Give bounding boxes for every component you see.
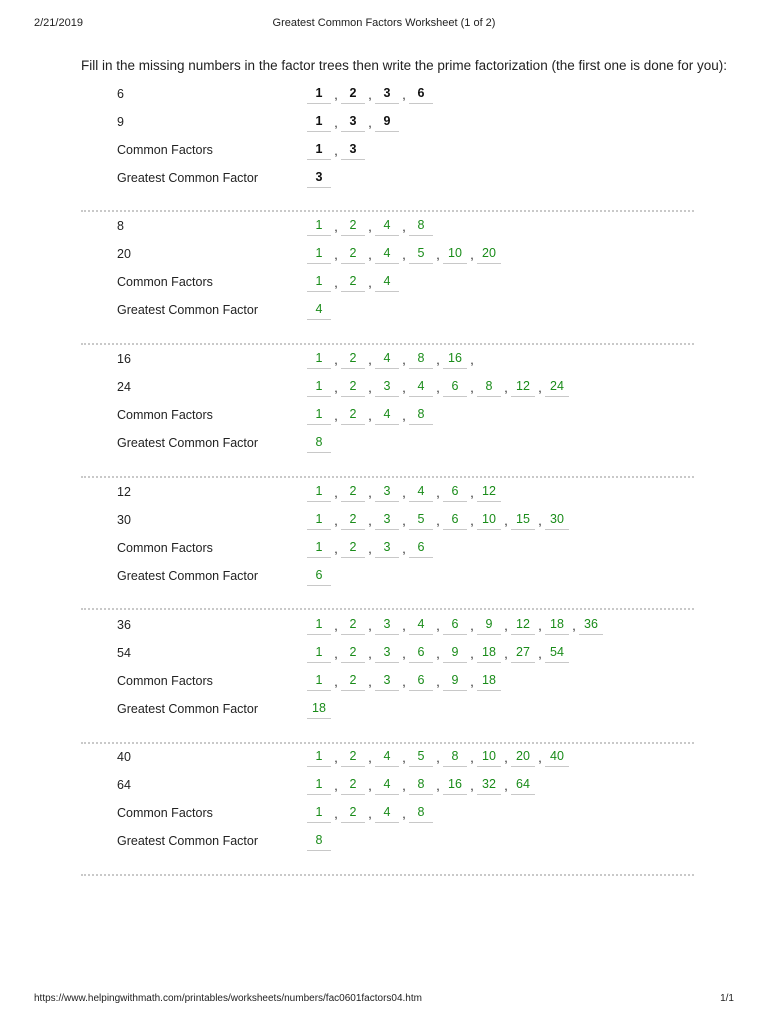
factor-answer-field[interactable]: 6 — [443, 511, 467, 530]
comma-separator: , — [334, 409, 338, 423]
factor-answer-field[interactable]: 16 — [443, 776, 467, 795]
comma-separator: , — [402, 353, 406, 367]
factor-answer-field[interactable]: 5 — [409, 245, 433, 264]
row-label: 16 — [117, 352, 131, 366]
comma-separator: , — [368, 116, 372, 130]
factor-answer-field[interactable]: 12 — [477, 483, 501, 502]
problem-row — [0, 141, 768, 163]
factor-answer-field[interactable]: 2 — [341, 804, 365, 823]
comma-separator: , — [538, 751, 542, 765]
comma-separator: , — [402, 220, 406, 234]
comma-separator: , — [572, 619, 576, 633]
comma-separator: , — [470, 647, 474, 661]
factor-answer-field[interactable]: 2 — [341, 378, 365, 397]
factor-answer-field[interactable]: 8 — [409, 776, 433, 795]
factor-answer-field[interactable]: 10 — [443, 245, 467, 264]
row-label: 24 — [117, 380, 131, 394]
factor-answer-field[interactable]: 9 — [375, 113, 399, 132]
factor-answer-field[interactable]: 1 — [307, 141, 331, 160]
factor-list — [307, 672, 501, 691]
factor-answer-field[interactable]: 6 — [307, 567, 331, 586]
factor-list — [307, 832, 331, 851]
factor-list — [307, 644, 569, 663]
factor-answer-field[interactable]: 1 — [307, 378, 331, 397]
factor-list — [307, 301, 331, 320]
row-label: Common Factors — [117, 806, 213, 820]
row-label: Common Factors — [117, 143, 213, 157]
print-date: 2/21/2019 — [34, 17, 83, 29]
row-label: 40 — [117, 750, 131, 764]
comma-separator: , — [334, 88, 338, 102]
factor-answer-field[interactable]: 15 — [511, 511, 535, 530]
factor-answer-field[interactable]: 8 — [409, 406, 433, 425]
factor-list — [307, 378, 569, 397]
comma-separator: , — [504, 619, 508, 633]
comma-separator: , — [436, 675, 440, 689]
comma-separator: , — [436, 381, 440, 395]
comma-separator: , — [436, 353, 440, 367]
factor-answer-field[interactable]: 18 — [477, 672, 501, 691]
factor-list — [307, 700, 331, 719]
comma-separator: , — [538, 514, 542, 528]
dotted-divider — [81, 476, 694, 478]
problem-row — [0, 748, 768, 770]
comma-separator: , — [334, 276, 338, 290]
dotted-divider — [81, 608, 694, 610]
comma-separator: , — [538, 381, 542, 395]
factor-answer-field[interactable]: 1 — [307, 672, 331, 691]
comma-separator: , — [504, 514, 508, 528]
factor-answer-field[interactable]: 6 — [443, 378, 467, 397]
factor-answer-field[interactable]: 18 — [477, 644, 501, 663]
row-label: 12 — [117, 485, 131, 499]
source-url: https://www.helpingwithmath.com/printables/worksheets/numbers/fac0601factors04.htm — [34, 993, 422, 1004]
comma-separator: , — [368, 486, 372, 500]
factor-answer-field[interactable]: 1 — [307, 350, 331, 369]
instructions: Fill in the missing numbers in the factor trees then write the prime factorization (the first one is done for you): — [81, 58, 728, 73]
comma-separator: , — [402, 514, 406, 528]
factor-list — [307, 85, 433, 104]
comma-separator: , — [334, 751, 338, 765]
factor-answer-field[interactable]: 9 — [443, 672, 467, 691]
factor-answer-field[interactable]: 4 — [375, 245, 399, 264]
factor-answer-field[interactable]: 3 — [375, 539, 399, 558]
comma-separator: , — [334, 514, 338, 528]
comma-separator: , — [368, 409, 372, 423]
comma-separator: , — [368, 381, 372, 395]
comma-separator: , — [334, 353, 338, 367]
comma-separator: , — [402, 619, 406, 633]
factor-answer-field[interactable]: 18 — [545, 616, 569, 635]
factor-answer-field[interactable]: 4 — [375, 406, 399, 425]
problem-row — [0, 804, 768, 826]
factor-answer-field[interactable]: 8 — [409, 804, 433, 823]
factor-answer-field[interactable]: 6 — [409, 539, 433, 558]
comma-separator: , — [334, 144, 338, 158]
factor-list — [307, 406, 433, 425]
factor-answer-field[interactable]: 1 — [307, 644, 331, 663]
comma-separator: , — [334, 381, 338, 395]
dotted-divider — [81, 874, 694, 876]
factor-answer-field[interactable]: 3 — [307, 169, 331, 188]
factor-answer-field[interactable]: 12 — [511, 616, 535, 635]
factor-answer-field[interactable]: 1 — [307, 539, 331, 558]
comma-separator: , — [334, 675, 338, 689]
factor-list — [307, 113, 399, 132]
factor-answer-field[interactable]: 10 — [477, 748, 501, 767]
problem-row — [0, 644, 768, 666]
comma-separator: , — [334, 116, 338, 130]
problem-row — [0, 169, 768, 191]
factor-answer-field[interactable]: 3 — [375, 483, 399, 502]
factor-list — [307, 350, 477, 369]
row-label: Greatest Common Factor — [117, 702, 259, 716]
problem-row — [0, 273, 768, 295]
factor-answer-field[interactable]: 3 — [375, 616, 399, 635]
comma-separator: , — [368, 619, 372, 633]
comma-separator: , — [334, 807, 338, 821]
factor-answer-field[interactable]: 2 — [341, 483, 365, 502]
problem-row — [0, 832, 768, 854]
comma-separator: , — [334, 542, 338, 556]
problem-row — [0, 350, 768, 372]
comma-separator: , — [470, 751, 474, 765]
row-label: Greatest Common Factor — [117, 436, 259, 450]
factor-answer-field[interactable]: 1 — [307, 406, 331, 425]
problem-row — [0, 539, 768, 561]
factor-answer-field[interactable]: 8 — [409, 350, 433, 369]
factor-list — [307, 217, 433, 236]
factor-answer-field[interactable]: 4 — [375, 350, 399, 369]
row-label: Common Factors — [117, 541, 213, 555]
comma-separator: , — [402, 88, 406, 102]
factor-answer-field[interactable]: 8 — [477, 378, 501, 397]
factor-answer-field[interactable]: 2 — [341, 245, 365, 264]
factor-answer-field[interactable]: 40 — [545, 748, 569, 767]
problem-row — [0, 700, 768, 722]
factor-answer-field[interactable]: 4 — [375, 748, 399, 767]
factor-answer-field[interactable]: 1 — [307, 776, 331, 795]
row-label: 6 — [117, 87, 124, 101]
factor-answer-field[interactable]: 9 — [443, 644, 467, 663]
factor-answer-field[interactable]: 6 — [443, 483, 467, 502]
comma-separator: , — [436, 751, 440, 765]
dotted-divider — [81, 742, 694, 744]
factor-answer-field[interactable]: 16 — [443, 350, 467, 369]
row-label: Greatest Common Factor — [117, 171, 259, 185]
factor-answer-field[interactable]: 1 — [307, 804, 331, 823]
comma-separator: , — [334, 220, 338, 234]
comma-separator: , — [402, 751, 406, 765]
problem-row — [0, 434, 768, 456]
factor-answer-field[interactable]: 3 — [375, 672, 399, 691]
comma-separator: , — [368, 88, 372, 102]
comma-separator: , — [504, 647, 508, 661]
factor-answer-field[interactable]: 4 — [307, 301, 331, 320]
comma-separator: , — [368, 751, 372, 765]
row-label: 36 — [117, 618, 131, 632]
factor-answer-field[interactable]: 12 — [511, 378, 535, 397]
factor-answer-field[interactable]: 20 — [511, 748, 535, 767]
factor-answer-field[interactable]: 30 — [545, 511, 569, 530]
problem-row — [0, 567, 768, 589]
comma-separator: , — [402, 381, 406, 395]
factor-answer-field[interactable]: 1 — [307, 748, 331, 767]
comma-separator: , — [470, 779, 474, 793]
comma-separator: , — [402, 675, 406, 689]
factor-answer-field[interactable]: 2 — [341, 350, 365, 369]
problem-row — [0, 113, 768, 135]
page-title: Greatest Common Factors Worksheet (1 of 2) — [272, 17, 496, 29]
comma-separator: , — [436, 514, 440, 528]
row-label: Greatest Common Factor — [117, 569, 259, 583]
factor-answer-field[interactable]: 2 — [341, 748, 365, 767]
factor-answer-field[interactable]: 1 — [307, 483, 331, 502]
factor-answer-field[interactable]: 4 — [409, 378, 433, 397]
comma-separator: , — [470, 486, 474, 500]
factor-list — [307, 245, 501, 264]
factor-answer-field[interactable]: 2 — [341, 217, 365, 236]
comma-separator: , — [402, 779, 406, 793]
problem-row — [0, 672, 768, 694]
factor-answer-field[interactable]: 9 — [477, 616, 501, 635]
comma-separator: , — [402, 807, 406, 821]
problem-row — [0, 245, 768, 267]
factor-answer-field[interactable]: 1 — [307, 85, 331, 104]
factor-answer-field[interactable]: 24 — [545, 378, 569, 397]
comma-separator: , — [470, 675, 474, 689]
row-label: Greatest Common Factor — [117, 303, 259, 317]
comma-separator: , — [334, 486, 338, 500]
comma-separator: , — [368, 807, 372, 821]
factor-answer-field[interactable]: 3 — [375, 644, 399, 663]
comma-separator: , — [334, 248, 338, 262]
factor-list — [307, 483, 501, 502]
row-label: 9 — [117, 115, 124, 129]
problem-row — [0, 483, 768, 505]
factor-list — [307, 567, 331, 586]
factor-answer-field[interactable]: 64 — [511, 776, 535, 795]
factor-answer-field[interactable]: 1 — [307, 113, 331, 132]
factor-answer-field[interactable]: 8 — [307, 434, 331, 453]
factor-answer-field[interactable]: 2 — [341, 539, 365, 558]
factor-answer-field[interactable]: 6 — [409, 644, 433, 663]
row-label: 54 — [117, 646, 131, 660]
factor-list — [307, 748, 569, 767]
factor-answer-field[interactable]: 2 — [341, 672, 365, 691]
factor-answer-field[interactable]: 2 — [341, 85, 365, 104]
factor-answer-field[interactable]: 4 — [409, 616, 433, 635]
factor-list — [307, 434, 331, 453]
factor-answer-field[interactable]: 5 — [409, 748, 433, 767]
factor-answer-field[interactable]: 2 — [341, 511, 365, 530]
factor-list — [307, 169, 331, 188]
factor-answer-field[interactable]: 3 — [375, 511, 399, 530]
factor-answer-field[interactable]: 2 — [341, 644, 365, 663]
comma-separator: , — [368, 514, 372, 528]
factor-list — [307, 804, 433, 823]
factor-answer-field[interactable]: 2 — [341, 776, 365, 795]
comma-separator: , — [402, 647, 406, 661]
factor-answer-field[interactable]: 8 — [443, 748, 467, 767]
factor-answer-field[interactable]: 54 — [545, 644, 569, 663]
comma-separator: , — [436, 779, 440, 793]
row-label: Common Factors — [117, 674, 213, 688]
factor-answer-field[interactable]: 3 — [341, 113, 365, 132]
problem-row — [0, 406, 768, 428]
factor-answer-field[interactable]: 6 — [409, 672, 433, 691]
factor-list — [307, 616, 603, 635]
factor-answer-field[interactable]: 1 — [307, 217, 331, 236]
comma-separator: , — [538, 647, 542, 661]
row-label: Common Factors — [117, 408, 213, 422]
dotted-divider — [81, 210, 694, 212]
row-label: 20 — [117, 247, 131, 261]
row-label: Common Factors — [117, 275, 213, 289]
problem-row — [0, 776, 768, 798]
comma-separator: , — [402, 409, 406, 423]
comma-separator: , — [402, 486, 406, 500]
factor-answer-field[interactable]: 1 — [307, 511, 331, 530]
comma-separator: , — [470, 619, 474, 633]
comma-separator: , — [368, 276, 372, 290]
comma-separator: , — [334, 779, 338, 793]
comma-separator: , — [470, 248, 474, 262]
comma-separator: , — [504, 779, 508, 793]
trailing-comma: , — [470, 353, 474, 367]
factor-answer-field[interactable]: 2 — [341, 616, 365, 635]
row-label: Greatest Common Factor — [117, 834, 259, 848]
factor-answer-field[interactable]: 2 — [341, 406, 365, 425]
factor-answer-field[interactable]: 6 — [443, 616, 467, 635]
comma-separator: , — [436, 248, 440, 262]
row-label: 30 — [117, 513, 131, 527]
comma-separator: , — [368, 647, 372, 661]
comma-separator: , — [368, 220, 372, 234]
comma-separator: , — [504, 381, 508, 395]
factor-answer-field[interactable]: 36 — [579, 616, 603, 635]
problem-row — [0, 217, 768, 239]
row-label: 8 — [117, 219, 124, 233]
factor-answer-field[interactable]: 2 — [341, 273, 365, 292]
comma-separator: , — [368, 542, 372, 556]
factor-answer-field[interactable]: 4 — [375, 217, 399, 236]
factor-answer-field[interactable]: 6 — [409, 85, 433, 104]
factor-answer-field[interactable]: 5 — [409, 511, 433, 530]
factor-answer-field[interactable]: 8 — [409, 217, 433, 236]
factor-list — [307, 539, 433, 558]
factor-answer-field[interactable]: 8 — [307, 832, 331, 851]
problem-row — [0, 511, 768, 533]
factor-answer-field[interactable]: 10 — [477, 511, 501, 530]
comma-separator: , — [504, 751, 508, 765]
comma-separator: , — [368, 248, 372, 262]
factor-answer-field[interactable]: 27 — [511, 644, 535, 663]
comma-separator: , — [470, 514, 474, 528]
comma-separator: , — [402, 542, 406, 556]
factor-list — [307, 776, 535, 795]
comma-separator: , — [334, 647, 338, 661]
factor-list — [307, 511, 569, 530]
factor-answer-field[interactable]: 4 — [409, 483, 433, 502]
dotted-divider — [81, 343, 694, 345]
comma-separator: , — [402, 248, 406, 262]
problem-row — [0, 301, 768, 323]
comma-separator: , — [334, 619, 338, 633]
factor-list — [307, 273, 399, 292]
comma-separator: , — [436, 619, 440, 633]
comma-separator: , — [436, 486, 440, 500]
factor-answer-field[interactable]: 1 — [307, 273, 331, 292]
factor-answer-field[interactable]: 1 — [307, 245, 331, 264]
row-label: 64 — [117, 778, 131, 792]
factor-answer-field[interactable]: 1 — [307, 616, 331, 635]
comma-separator: , — [436, 647, 440, 661]
factor-answer-field[interactable]: 3 — [341, 141, 365, 160]
factor-answer-field[interactable]: 3 — [375, 378, 399, 397]
factor-answer-field[interactable]: 4 — [375, 804, 399, 823]
factor-answer-field[interactable]: 4 — [375, 273, 399, 292]
comma-separator: , — [368, 353, 372, 367]
comma-separator: , — [368, 675, 372, 689]
factor-answer-field[interactable]: 32 — [477, 776, 501, 795]
factor-answer-field[interactable]: 4 — [375, 776, 399, 795]
factor-answer-field[interactable]: 20 — [477, 245, 501, 264]
factor-answer-field[interactable]: 18 — [307, 700, 331, 719]
factor-answer-field[interactable]: 3 — [375, 85, 399, 104]
problem-row — [0, 616, 768, 638]
comma-separator: , — [470, 381, 474, 395]
factor-list — [307, 141, 365, 160]
page-number: 1/1 — [720, 993, 734, 1004]
comma-separator: , — [368, 779, 372, 793]
comma-separator: , — [538, 619, 542, 633]
problem-row — [0, 85, 768, 107]
problem-row — [0, 378, 768, 400]
